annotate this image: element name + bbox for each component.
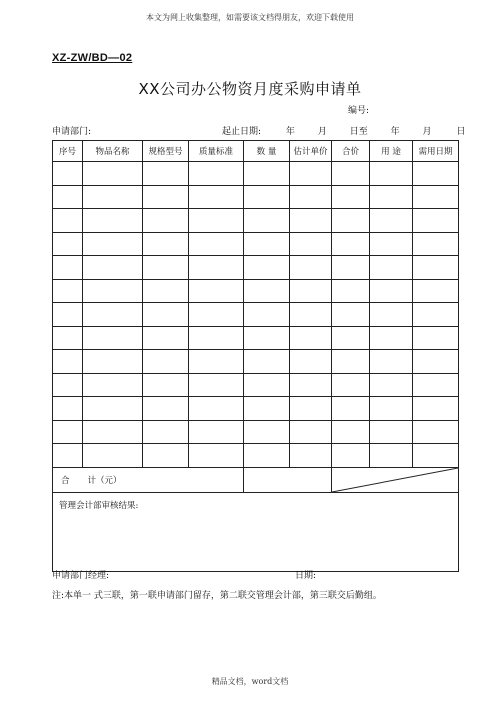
table-cell[interactable] [143,209,189,233]
table-cell[interactable] [370,185,413,209]
table-cell[interactable] [290,209,332,233]
header-quantity: 数 量 [244,141,290,162]
review-label: 管理会计部审核结果: [59,500,139,511]
table-cell[interactable] [244,279,290,303]
table-cell[interactable] [83,326,143,350]
footer-note: 精品文档，word文档 [211,677,289,686]
manager-label: 申请部门经理: [52,571,110,581]
table-cell[interactable] [244,444,290,468]
table-cell[interactable] [244,162,290,186]
table-cell[interactable] [290,397,332,421]
table-cell[interactable] [143,420,189,444]
table-cell[interactable] [83,232,143,256]
table-cell[interactable] [83,162,143,186]
table-cell[interactable] [244,326,290,350]
table-cell[interactable] [413,350,459,374]
review-cell[interactable] [53,492,459,571]
department-label: 申请部门: [52,127,92,137]
table-cell[interactable] [244,373,290,397]
table-row [53,350,459,374]
total-diagonal-cell [332,467,459,492]
header-total-price: 合价 [332,141,370,162]
table-cell[interactable] [143,279,189,303]
table-cell[interactable] [370,209,413,233]
table-cell[interactable] [244,209,290,233]
table-cell[interactable] [370,420,413,444]
table-cell[interactable] [244,420,290,444]
table-cell[interactable] [413,185,459,209]
table-cell[interactable] [370,303,413,327]
table-cell[interactable] [332,326,370,350]
table-cell[interactable] [53,326,83,350]
table-cell[interactable] [290,303,332,327]
table-row [53,303,459,327]
header-item-name: 物品名称 [83,141,143,162]
document-code: XZ-ZW/BD—02 [52,52,133,64]
table-cell[interactable] [332,444,370,468]
table-cell[interactable] [143,232,189,256]
date-range [222,124,466,137]
table-row [53,420,459,444]
table-cell[interactable] [413,326,459,350]
table-cell[interactable] [370,162,413,186]
table-cell[interactable] [189,350,244,374]
sign-date-label: 日期: [295,571,317,581]
table-cell[interactable] [413,303,459,327]
table-cell[interactable] [370,397,413,421]
table-cell[interactable] [53,420,83,444]
table-cell[interactable] [332,232,370,256]
table-cell[interactable] [83,420,143,444]
date-year-2: 年 [390,127,400,137]
table-cell[interactable] [244,256,290,280]
table-row [53,209,459,233]
table-cell[interactable] [413,162,459,186]
table-row [53,185,459,209]
table-cell[interactable] [143,350,189,374]
table-cell[interactable] [143,373,189,397]
table-cell[interactable] [332,350,370,374]
table-cell[interactable] [370,350,413,374]
table-cell[interactable] [189,185,244,209]
table-cell[interactable] [413,256,459,280]
header-unit-price: 估计单价 [290,141,332,162]
table-header-row [53,141,459,162]
table-cell[interactable] [244,303,290,327]
number-label: 编号: [348,106,370,116]
table-cell[interactable] [413,397,459,421]
total-label-right: 计（元） [87,475,122,486]
table-cell[interactable] [143,185,189,209]
total-label [53,467,244,492]
table-cell[interactable] [332,185,370,209]
header-spec: 规格型号 [143,141,189,162]
table-cell[interactable] [290,420,332,444]
table-cell[interactable] [189,444,244,468]
table-cell[interactable] [370,326,413,350]
table-cell[interactable] [290,185,332,209]
table-cell[interactable] [332,209,370,233]
date-month-2: 月 [422,127,432,137]
table-cell[interactable] [413,444,459,468]
table-cell[interactable] [413,209,459,233]
table-row [53,279,459,303]
table-cell[interactable] [413,232,459,256]
table-cell[interactable] [332,256,370,280]
table-cell[interactable] [83,303,143,327]
date-day-2: 日 [456,127,466,137]
table-row [53,444,459,468]
table-cell[interactable] [189,420,244,444]
table-cell[interactable] [189,256,244,280]
table-cell[interactable] [143,303,189,327]
table-cell[interactable] [53,303,83,327]
page-title: XX公司办公物资月度采购申请单 [138,80,362,98]
table-cell[interactable] [53,279,83,303]
table-cell[interactable] [413,420,459,444]
header-note: 本文为网上收集整理，如需要该文档得朋友，欢迎下载使用 [146,13,354,22]
table-cell[interactable] [189,232,244,256]
total-amount-cell[interactable] [244,467,332,492]
table-cell[interactable] [370,279,413,303]
table-cell[interactable] [290,326,332,350]
table-cell[interactable] [290,279,332,303]
header-purpose: 用 途 [370,141,413,162]
table-cell[interactable] [83,256,143,280]
table-cell[interactable] [332,397,370,421]
header-quality: 质量标准 [189,141,244,162]
table-cell[interactable] [53,350,83,374]
table-cell[interactable] [290,444,332,468]
table-cell[interactable] [290,162,332,186]
table-cell[interactable] [413,373,459,397]
table-cell[interactable] [370,232,413,256]
table-cell[interactable] [189,279,244,303]
table-cell[interactable] [83,350,143,374]
table-cell[interactable] [244,350,290,374]
table-cell[interactable] [53,373,83,397]
table-cell[interactable] [189,162,244,186]
date-year-1: 年 [285,127,295,137]
table-cell[interactable] [53,185,83,209]
table-cell[interactable] [143,162,189,186]
table-cell[interactable] [244,232,290,256]
table-cell[interactable] [290,350,332,374]
table-cell[interactable] [332,373,370,397]
table-cell[interactable] [189,373,244,397]
table-cell[interactable] [143,256,189,280]
date-month-1: 月 [317,127,327,137]
table-cell[interactable] [370,256,413,280]
table-cell[interactable] [143,326,189,350]
table-cell[interactable] [53,232,83,256]
table-cell[interactable] [83,397,143,421]
table-row [53,373,459,397]
table-cell[interactable] [332,162,370,186]
table-cell[interactable] [83,444,143,468]
table-cell[interactable] [189,326,244,350]
header-needed-date: 需用日期 [413,141,459,162]
table-cell[interactable] [290,232,332,256]
table-cell[interactable] [53,256,83,280]
table-row [53,326,459,350]
table-cell[interactable] [143,397,189,421]
table-cell[interactable] [83,373,143,397]
total-label-left: 合 [61,475,70,486]
table-cell[interactable] [370,373,413,397]
table-cell[interactable] [413,279,459,303]
table-cell[interactable] [83,209,143,233]
table-cell[interactable] [83,185,143,209]
table-cell[interactable] [53,162,83,186]
purchase-request-table [52,140,459,572]
date-day-to: 日至 [349,127,368,137]
table-cell[interactable] [189,397,244,421]
table-row [53,162,459,186]
table-cell[interactable] [244,397,290,421]
table-row [53,397,459,421]
header-index: 序号 [53,141,83,162]
date-range-label: 起止日期: [222,127,262,137]
table-cell[interactable] [83,279,143,303]
table-cell[interactable] [290,373,332,397]
table-cell[interactable] [370,444,413,468]
table-cell[interactable] [53,209,83,233]
diagonal-line [332,468,458,492]
table-cell[interactable] [189,209,244,233]
table-cell[interactable] [290,256,332,280]
review-row [53,492,459,571]
table-row [53,232,459,256]
table-cell[interactable] [332,420,370,444]
footnote: 注:本单一 式三联，第一联申请部门留存，第二联交管理会计部，第三联交后勤组。 [52,591,382,601]
table-cell[interactable] [244,185,290,209]
table-cell[interactable] [332,303,370,327]
table-row [53,256,459,280]
table-cell[interactable] [189,303,244,327]
table-cell[interactable] [53,444,83,468]
table-cell[interactable] [53,397,83,421]
table-cell[interactable] [332,279,370,303]
total-row [53,467,459,492]
table-cell[interactable] [143,444,189,468]
